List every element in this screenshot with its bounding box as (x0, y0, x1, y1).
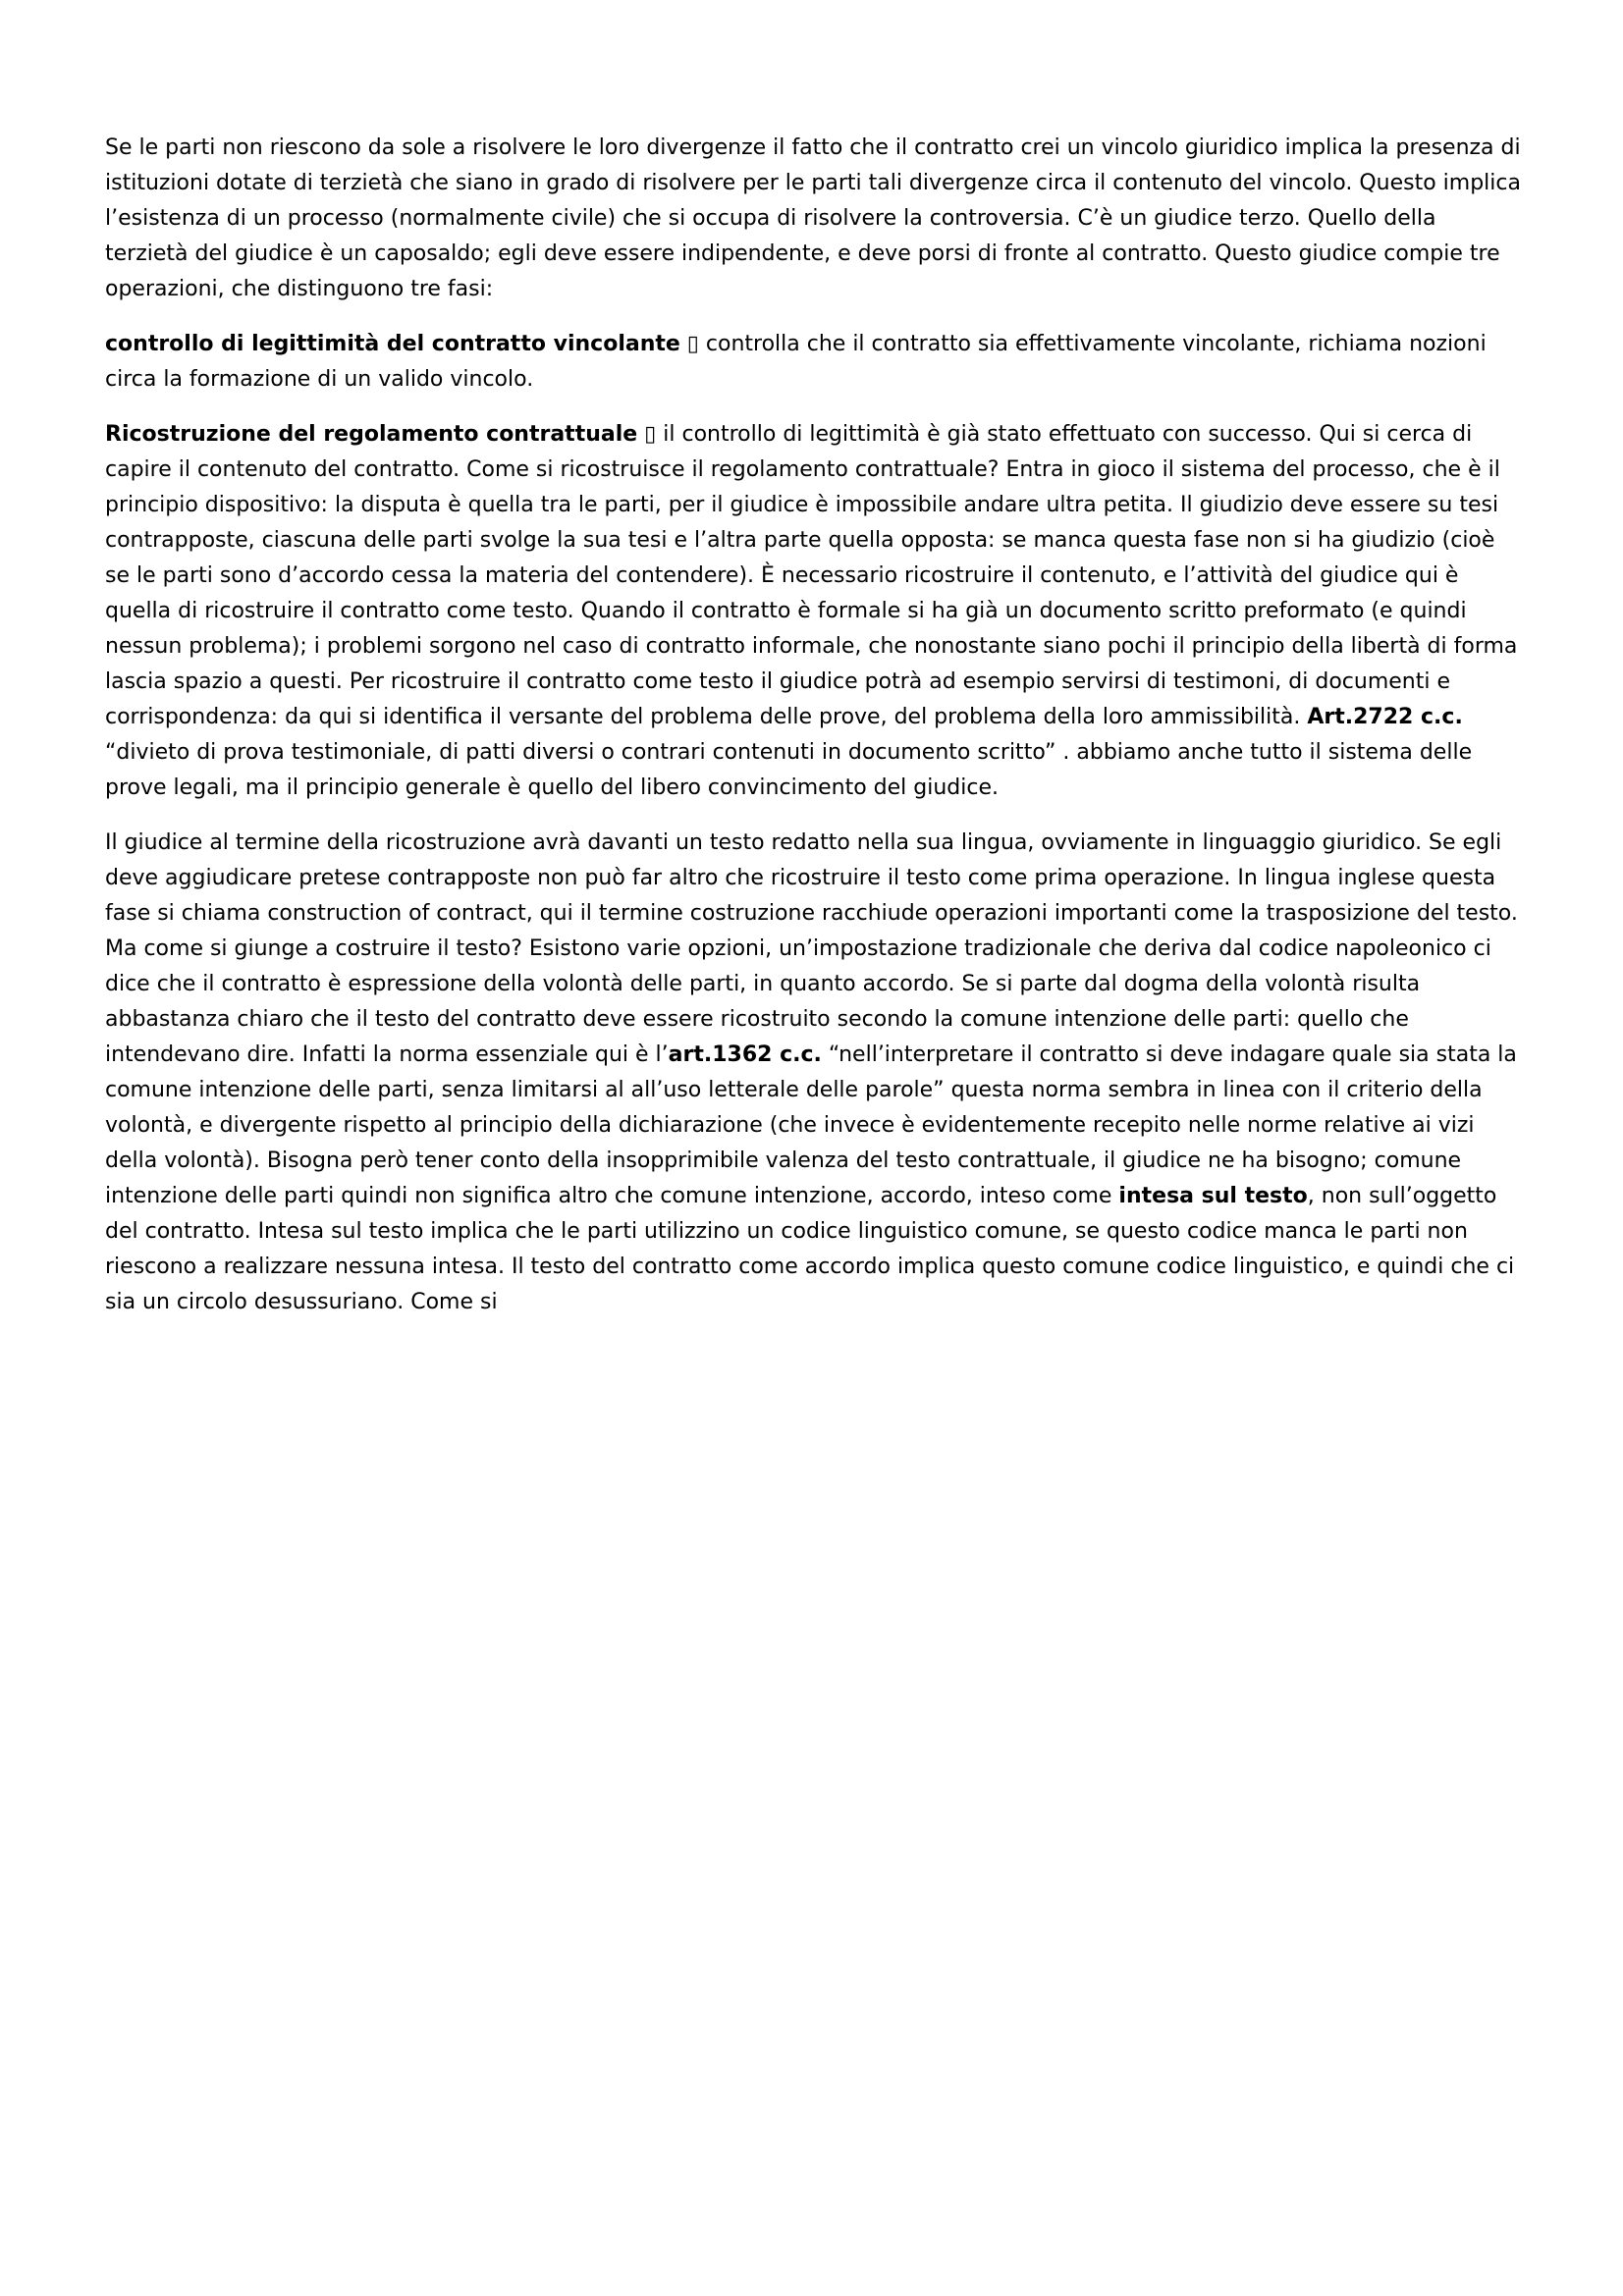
bold-text-run: Ricostruzione del regolamento contrattuale (105, 422, 638, 447)
text-run: “nell’interpretare il contratto si deve indagare quale sia stata la comune intenzione delle parti, senza limitarsi al all’uso letterale delle parole” questa norma sembra in linea con il criterio della volontà, e divergente rispetto al principio della dichiarazione (che invece è evidentemente recepito nelle norme relative ai vizi della volontà). Bisogna però tener conto della insopprimibile valenza del testo contrattuale, il giudice ne ha bisogno; comune intenzione delle parti quindi non significa altro che comune intenzione, accordo, inteso come (105, 1042, 1517, 1208)
text-run: ▯ il controllo di legittimità è già stato effettuato con successo. Qui si cerca di capire il contenuto del contratto. Come si ricostruisce il regolamento contrattuale? Entra in gioco il sistema del processo, che è il principio dispositivo: la disputa è quella tra le parti, per il giudice è impossibile andare ultra petita. Il giudizio deve essere su tesi contrapposte, ciascuna delle parti svolge la sua tesi e l’altra parte quella opposta: se manca questa fase non si ha giudizio (cioè se le parti sono d’accordo cessa la materia del contendere). È necessario ricostruire il contenuto, e l’attività del giudice qui è quella di ricostruire il contratto come testo. Quando il contratto è formale si ha già un documento scritto preformato (e quindi nessun problema); i problemi sorgono nel caso di contratto informale, che nonostante siano pochi il principio della libertà di forma lascia spazio a questi. Per ricostruire il contratto come testo il giudice potrà ad esempio servirsi di testimoni, di documenti e corrispondenza: da qui si identifica il versante del problema delle prove, del problema della loro ammissibilità. (105, 422, 1518, 729)
paragraph (105, 131, 1525, 307)
text-run: Il giudice al termine della ricostruzione avrà davanti un testo redatto nella sua lingua, ovviamente in linguaggio giuridico. Se egli deve aggiudicare pretese contrapposte non può far altro che ricostruire il testo come prima operazione. In lingua inglese questa fase si chiama construction of contract, qui il termine costruzione racchiude operazioni importanti come la trasposizione del testo. Ma come si giunge a costruire il testo? Esistono varie opzioni, un’impostazione tradizionale che deriva dal codice napoleonico ci dice che il contratto è espressione della volontà delle parti, in quanto accordo. Se si parte dal dogma della volontà risulta abbastanza chiaro che il testo del contratto deve essere ricostruito secondo la comune intenzione delle parti: quello che intendevano dire. Infatti la norma essenziale qui è l’ (105, 830, 1518, 1067)
bold-text-run: art.1362 c.c. (668, 1042, 822, 1067)
text-run: “divieto di prova testimoniale, di patti diversi o contrari contenuti in documento scritto” . abbiamo anche tutto il sistema delle prove legali, ma il principio generale è quello del libero convincimento del giudice. (105, 740, 1473, 800)
document-content (105, 131, 1525, 1320)
paragraph (105, 417, 1525, 806)
bold-text-run: intesa sul testo (1118, 1184, 1308, 1208)
text-run: Se le parti non riescono da sole a risolvere le loro divergenze il fatto che il contratto crei un vincolo giuridico implica la presenza di istituzioni dotate di terzietà che siano in grado di risolvere per le parti tali divergenze circa il contenuto del vincolo. Questo implica l’esistenza di un processo (normalmente civile) che si occupa di risolvere la controversia. C’è un giudice terzo. Quello della terzietà del giudice è un caposaldo; egli deve essere indipendente, e deve porsi di fronte al contratto. Questo giudice compie tre operazioni, che distinguono tre fasi: (105, 135, 1521, 301)
bold-text-run: controllo di legittimità del contratto vincolante (105, 332, 680, 356)
bold-text-run: Art.2722 c.c. (1307, 705, 1463, 729)
paragraph (105, 327, 1525, 398)
text-run: ▯ controlla che il contratto sia effettivamente vincolante, richiama nozioni circa la formazione di un valido vincolo. (105, 332, 1487, 392)
text-run: , non sull’oggetto del contratto. Intesa sul testo implica che le parti utilizzino un codice linguistico comune, se questo codice manca le parti non riescono a realizzare nessuna intesa. Il testo del contratto come accordo implica questo comune codice linguistico, e quindi che ci sia un circolo desussuriano. Come si (105, 1184, 1515, 1314)
paragraph (105, 826, 1525, 1320)
